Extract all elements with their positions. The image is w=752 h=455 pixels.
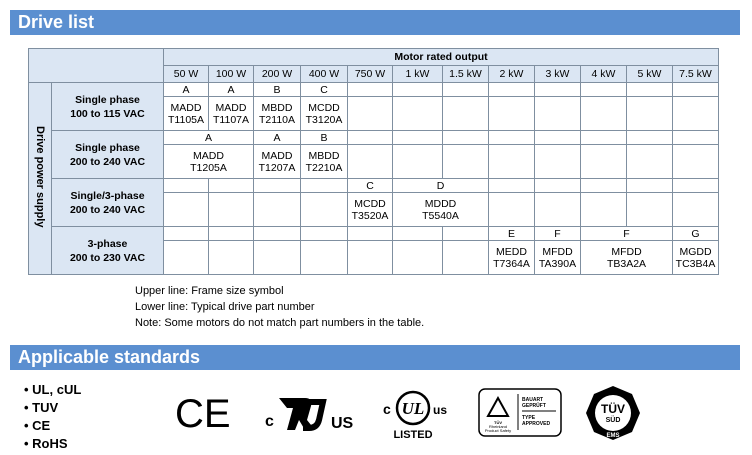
supply-single-200: Single phase 200 to 240 VAC [52, 131, 164, 179]
output-750w: 750 W [348, 66, 393, 83]
part-number: MFDD TB3A2A [581, 241, 673, 275]
part-number: MFDD TA390A [535, 241, 581, 275]
standards-list [24, 381, 81, 453]
svg-text:BAUART: BAUART [522, 397, 544, 403]
frame-symbol: F [535, 227, 581, 241]
ur-logo [265, 392, 360, 434]
svg-text:EMS: EMS [606, 433, 620, 439]
part-number: MBDD T2210A [301, 145, 348, 179]
note-lower-line: Lower line: Typical drive part number [135, 301, 315, 313]
svg-text:SÜD: SÜD [605, 417, 621, 424]
frame-symbol: A [209, 83, 254, 97]
ul-listed-logo [383, 386, 453, 442]
frame-symbol: C [348, 179, 393, 193]
frame-symbol: A [164, 131, 254, 145]
ul-listed-text: LISTED [393, 429, 433, 441]
ur-c-mark: c [265, 413, 274, 430]
ce-logo [175, 393, 235, 433]
output-5kw: 5 kW [627, 66, 673, 83]
ce-mark: CE [175, 393, 231, 433]
frame-symbol: C [301, 83, 348, 97]
drive-power-supply-label: Drive power supply [29, 83, 52, 275]
drive-list-table [28, 48, 719, 275]
frame-symbol: A [254, 131, 301, 145]
supply-3-phase: 3-phase 200 to 230 VAC [52, 227, 164, 275]
output-100w: 100 W [209, 66, 254, 83]
svg-text:TÜV: TÜV [494, 420, 502, 425]
standard-item: • TUV [24, 399, 81, 417]
standard-item: • UL, cUL [24, 381, 81, 399]
frame-symbol: G [673, 227, 719, 241]
part-number: MDDD T5540A [393, 193, 489, 227]
svg-text:Rheinland: Rheinland [488, 424, 508, 429]
ul-c-mark: c [383, 401, 391, 417]
note-upper-line: Upper line: Frame size symbol [135, 285, 284, 297]
part-number: MADD T1207A [254, 145, 301, 179]
part-number: MADD T1205A [164, 145, 254, 179]
part-number: MCDD T3120A [301, 97, 348, 131]
output-4kw: 4 kW [581, 66, 627, 83]
frame-symbol: D [393, 179, 489, 193]
part-number: MEDD T7364A [489, 241, 535, 275]
part-number: MCDD T3520A [348, 193, 393, 227]
table-notes [135, 283, 424, 331]
frame-symbol: B [254, 83, 301, 97]
motor-output-header: Motor rated output [164, 49, 719, 66]
supply-single-100: Single phase 100 to 115 VAC [52, 83, 164, 131]
output-1-5kw: 1.5 kW [443, 66, 489, 83]
svg-text:Product Safety: Product Safety [484, 428, 512, 433]
ur-us-mark: US [331, 415, 354, 432]
part-number: MGDD TC3B4A [673, 241, 719, 275]
output-200w: 200 W [254, 66, 301, 83]
tuv-sud-logo [585, 385, 641, 441]
drive-list-header: Drive list [10, 10, 740, 35]
svg-text:TYPE: TYPE [522, 415, 536, 421]
standard-item: • RoHS [24, 435, 81, 453]
corner-cell [29, 49, 164, 83]
supply-single-3-phase: Single/3-phase 200 to 240 VAC [52, 179, 164, 227]
output-50w: 50 W [164, 66, 209, 83]
part-number: MBDD T2110A [254, 97, 301, 131]
frame-symbol: F [581, 227, 673, 241]
output-7-5kw: 7.5 kW [673, 66, 719, 83]
output-400w: 400 W [301, 66, 348, 83]
frame-symbol: E [489, 227, 535, 241]
part-number: MADD T1107A [209, 97, 254, 131]
output-1kw: 1 kW [393, 66, 443, 83]
svg-text:APPROVED: APPROVED [522, 421, 551, 427]
frame-symbol: A [164, 83, 209, 97]
standard-item: • CE [24, 417, 81, 435]
output-2kw: 2 kW [489, 66, 535, 83]
part-number: MADD T1105A [164, 97, 209, 131]
frame-symbol: B [301, 131, 348, 145]
tuv-rheinland-logo [478, 388, 563, 438]
svg-text:TÜV: TÜV [601, 402, 625, 416]
ul-mark: UL [401, 399, 425, 418]
ul-us-mark: us [433, 403, 448, 417]
note-motors: Note: Some motors do not match part numbers in the table. [135, 317, 425, 329]
output-3kw: 3 kW [535, 66, 581, 83]
applicable-standards-header: Applicable standards [10, 345, 740, 370]
svg-text:GEPRÜFT: GEPRÜFT [522, 403, 546, 409]
